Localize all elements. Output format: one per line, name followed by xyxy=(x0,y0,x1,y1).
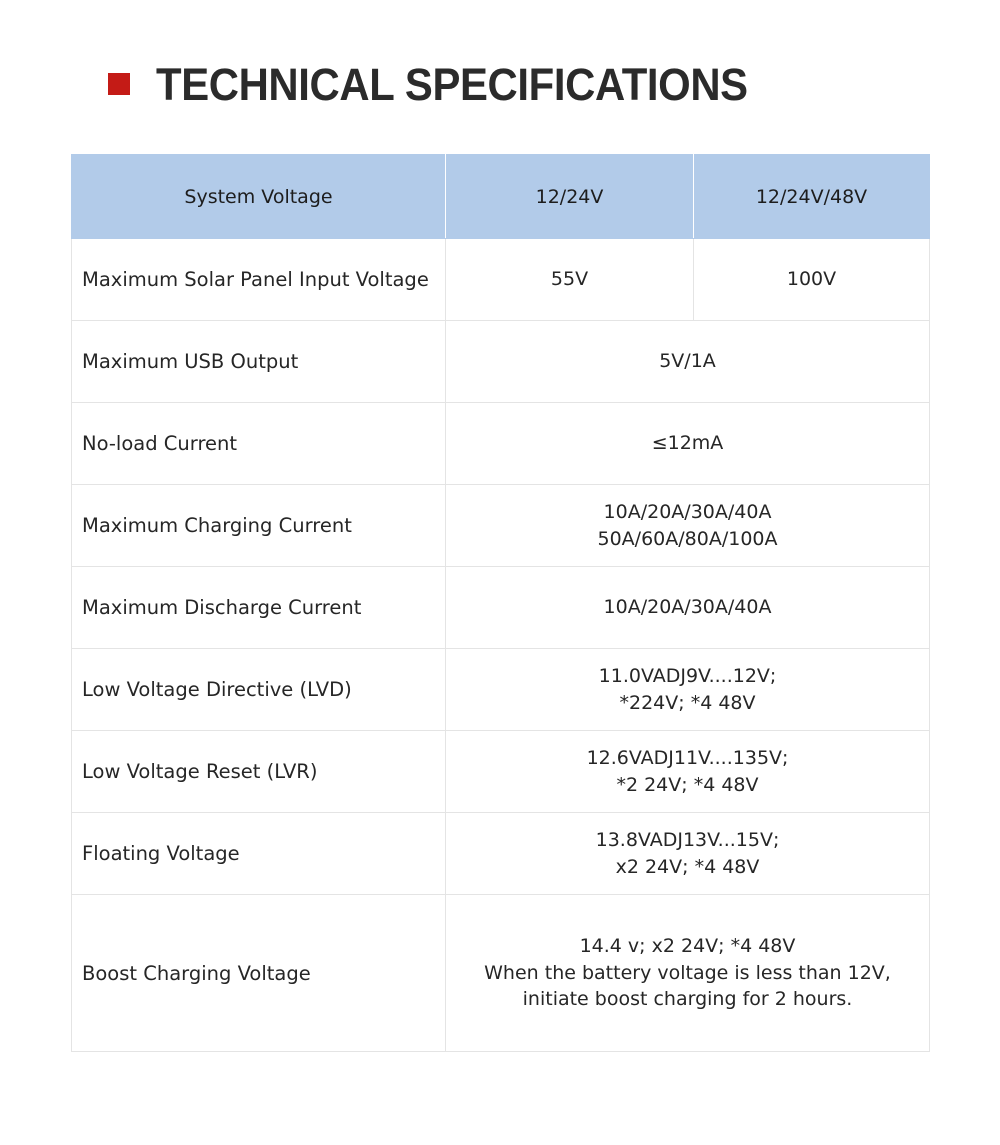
row-value-line: When the battery voltage is less than 12V, xyxy=(484,961,891,984)
row-value-merged xyxy=(446,895,930,1052)
row-value-merged xyxy=(446,731,930,813)
row-label: No-load Current xyxy=(72,403,446,485)
page-title xyxy=(108,58,792,110)
table-row xyxy=(72,895,930,1052)
row-value-merged xyxy=(446,649,930,731)
table-row xyxy=(72,567,930,649)
row-label: Low Voltage Reset (LVR) xyxy=(72,731,446,813)
row-label: Maximum Charging Current xyxy=(72,485,446,567)
row-value-line: 10A/20A/30A/40A xyxy=(603,500,772,523)
row-value-merged: ≤12mA xyxy=(446,403,930,485)
table-row xyxy=(72,813,930,895)
row-label: Maximum Solar Panel Input Voltage xyxy=(72,239,446,321)
table-row xyxy=(72,731,930,813)
title-marker-icon xyxy=(108,73,130,95)
row-value-line: 12.6VADJ11V....135V; xyxy=(586,746,789,769)
row-value-col2: 100V xyxy=(694,239,930,321)
row-value-line: 11.0VADJ9V....12V; xyxy=(598,664,777,687)
row-value-line: x2 24V; *4 48V xyxy=(615,855,760,878)
row-value-merged xyxy=(446,485,930,567)
table-row xyxy=(72,239,930,321)
row-value-line: *224V; *4 48V xyxy=(619,691,756,714)
table-row xyxy=(72,649,930,731)
row-value-line: 50A/60A/80A/100A xyxy=(597,527,778,550)
column-header-12-24v: 12/24V xyxy=(446,155,694,239)
row-value-merged xyxy=(446,813,930,895)
row-label: Low Voltage Directive (LVD) xyxy=(72,649,446,731)
row-value-col1: 55V xyxy=(446,239,694,321)
table-row xyxy=(72,321,930,403)
table-row xyxy=(72,403,930,485)
table-header-row xyxy=(72,155,930,239)
table-row xyxy=(72,485,930,567)
row-value-merged: 5V/1A xyxy=(446,321,930,403)
column-header-12-24v-48v: 12/24V/48V xyxy=(694,155,930,239)
row-value-line: initiate boost charging for 2 hours. xyxy=(522,988,853,1011)
column-header-system-voltage: System Voltage xyxy=(72,155,446,239)
page-title-text: TECHNICAL SPECIFICATIONS xyxy=(156,58,748,110)
row-label: Maximum USB Output xyxy=(72,321,446,403)
technical-specifications-table xyxy=(71,154,930,1052)
row-label: Boost Charging Voltage xyxy=(72,895,446,1052)
row-label: Floating Voltage xyxy=(72,813,446,895)
row-value-line: *2 24V; *4 48V xyxy=(616,773,759,796)
row-value-line: 13.8VADJ13V...15V; xyxy=(595,828,780,851)
row-label: Maximum Discharge Current xyxy=(72,567,446,649)
row-value-merged: 10A/20A/30A/40A xyxy=(446,567,930,649)
row-value-line: 14.4 v; x2 24V; *4 48V xyxy=(579,934,796,957)
